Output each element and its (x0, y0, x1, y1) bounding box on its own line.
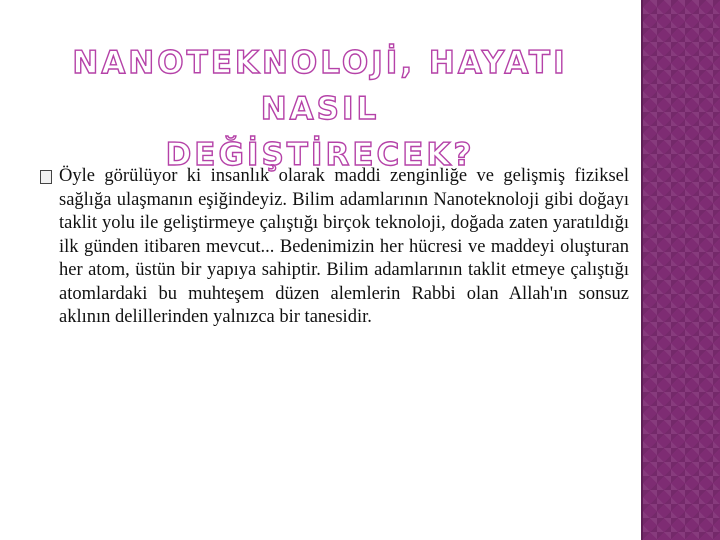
bullet-icon (40, 170, 52, 184)
slide-content (40, 165, 629, 330)
bullet-item (40, 165, 629, 330)
slide-title (40, 40, 600, 178)
bullet-text: Öyle görülüyor ki insanlık olarak maddi zenginliğe ve gelişmiş fiziksel sağlığa ulaşmanın eşiğindeyiz. Bilim adamlarının Nanoteknoloji gibi doğayı taklit yolu ile geliştirmeye çalıştığı birçok teknoloji, doğada zaten yaratıldığı ilk günden itibaren mevcut... Bedenimizin her hücresi ve maddeyi oluşturan her atom, üstün bir yapıya sahiptir. Bilim adamlarının taklit etmeye çalıştığı atomlardaki bu muhteşem düzen alemlerin Rabbi olan Allah'ın sonsuz aklının delillerinden yalnızca bir tanesidir. (59, 166, 629, 327)
decorative-side-panel (641, 0, 720, 540)
slide-title-line-2: DEĞİŞTİRECEK? (165, 137, 475, 173)
slide-title-line-1: NANOTEKNOLOJİ, HAYATI NASIL (72, 45, 568, 127)
